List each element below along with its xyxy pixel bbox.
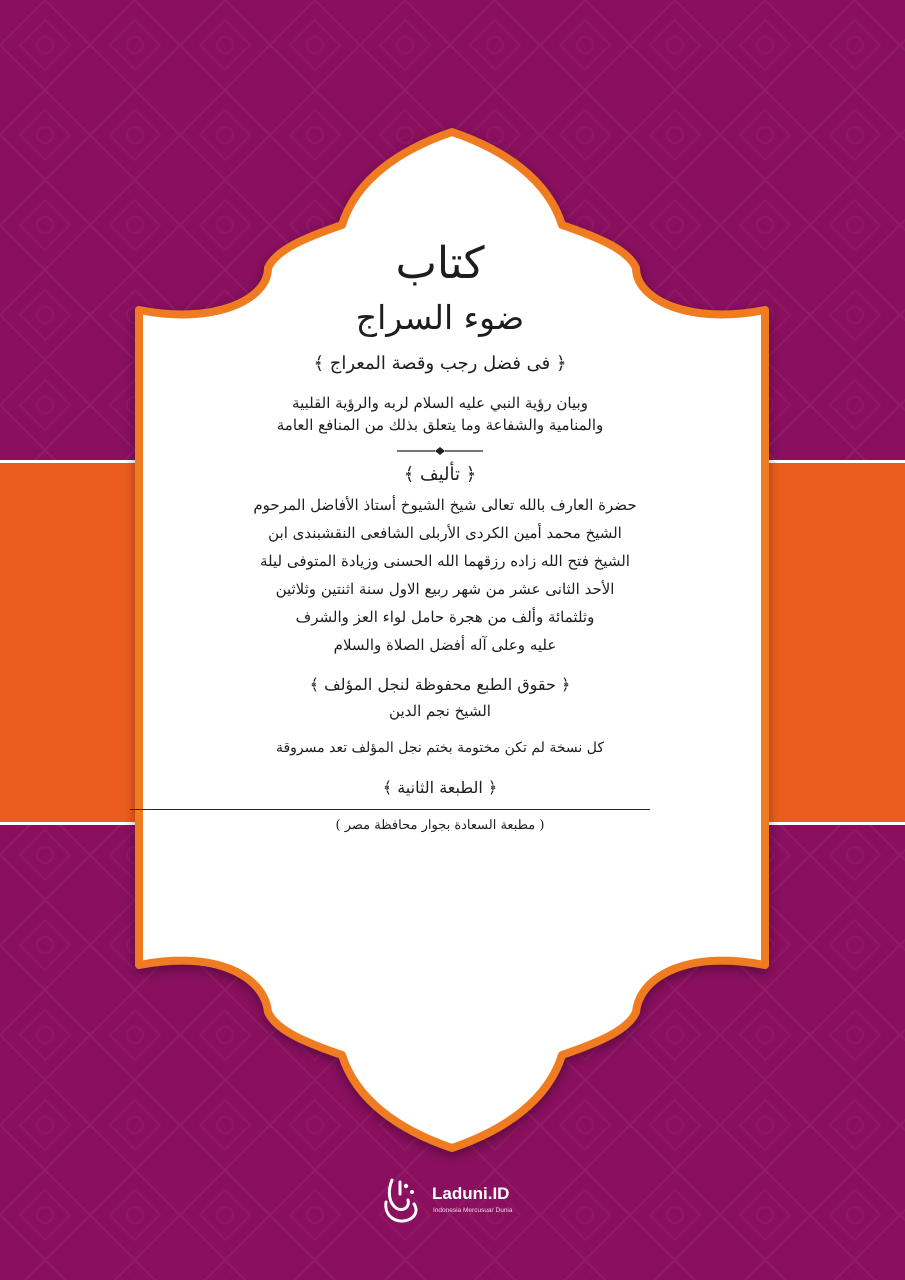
- laduni-logo[interactable]: [378, 1172, 558, 1232]
- author-line: حضرة العارف بالله تعالى شيخ الشيوخ أستاذ الأفاضل المرحوم: [253, 496, 637, 515]
- book-description: [230, 392, 650, 436]
- author-heading: ﴿ تأليف ﴾: [403, 464, 477, 486]
- author-block: [230, 491, 660, 659]
- author-line: وثلثمائة وألف من هجرة حامل لواء العز والشرف: [295, 608, 595, 627]
- copy-authenticity-note: كل نسخة لم تكن مختومة بختم نجل المؤلف تعد مسروقة: [275, 740, 605, 757]
- laduni-calligraphy-icon: [378, 1172, 422, 1228]
- author-line: الشيخ محمد أمين الكردى الأربلى الشافعى النقشبندى ابن: [268, 524, 622, 543]
- book-subtitle: ضوء السراج: [355, 298, 525, 338]
- description-line: والمنامية والشفاعة وما يتعلق بذلك من المنافع العامة: [276, 416, 604, 435]
- description-line: وبيان رؤية النبي عليه السلام لربه والرؤية القلبية: [292, 394, 588, 413]
- book-topic: ﴿ فى فضل رجب وقصة المعراج ﴾: [313, 353, 567, 375]
- rights-notice: ﴿ حقوق الطبع محفوظة لنجل المؤلف ﴾: [309, 675, 571, 695]
- logo-tagline: Indonesia Mercusuar Dunia: [433, 1207, 513, 1214]
- book-title-label: كتاب: [395, 238, 485, 289]
- rights-holder: الشيخ نجم الدين: [389, 702, 491, 721]
- author-line: الشيخ فتح الله زاده رزقهما الله الحسنى وزيادة المتوفى ليلة: [260, 552, 630, 571]
- title-page-content: [230, 240, 650, 833]
- divider-ornament: [395, 446, 485, 456]
- printer-label: ( مطبعة السعادة بجوار محافظة مصر ): [335, 818, 545, 834]
- logo-name: Laduni.ID: [432, 1184, 510, 1203]
- horizontal-rule: [130, 809, 650, 810]
- author-line: عليه وعلى آله أفضل الصلاة والسلام: [333, 636, 557, 655]
- author-line: الأحد الثانى عشر من شهر ربيع الاول سنة اثنتين وثلاثين: [275, 580, 615, 599]
- edition-label: ﴿ الطبعة الثانية ﴾: [382, 778, 498, 798]
